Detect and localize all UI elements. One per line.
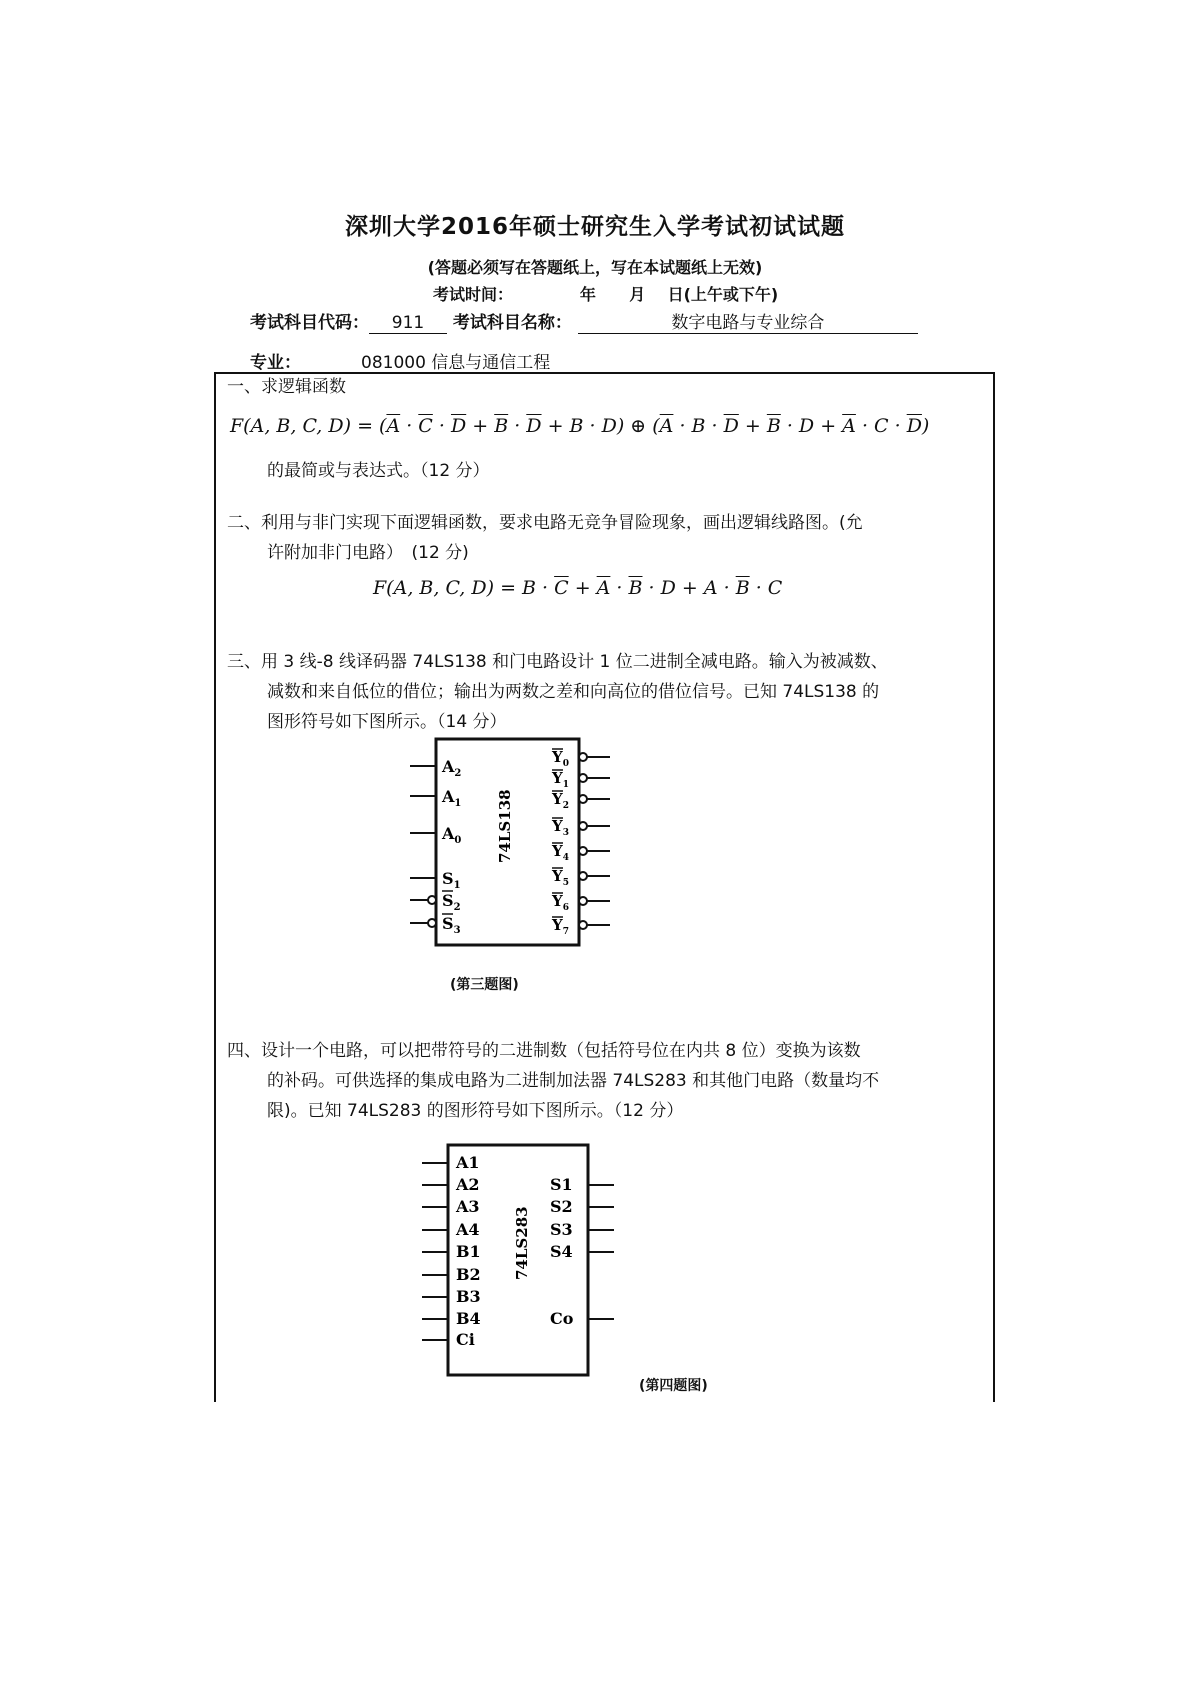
- input-pin-b2: [422, 1265, 481, 1284]
- output-pin-s3: [550, 1220, 614, 1239]
- q4-caption: (第四题图): [639, 1378, 708, 1394]
- q1-title: 一、求逻辑函数: [227, 377, 346, 397]
- label-s1: $S_1$: [442, 869, 461, 891]
- major-label: 专业：: [250, 353, 301, 373]
- q1-formula: F(A, B, C, $D) = (\overline{A} \cdot \overline{C} \cdot \overline{D} + \overline{B} \cdot \overline{D} + B \cdot D)$ ⊕ $(\overline{A} \cdot B \cdot \overline{D} + \overline{B} \cdot D + \overline{A} \cdot C \cdot \overline{D})$: [230, 415, 930, 437]
- subject-line: [250, 308, 918, 334]
- pin-s3-bubble: [428, 919, 436, 927]
- input-pin-a4: [422, 1220, 480, 1239]
- q3-line3: 图形符号如下图所示。（14 分）: [267, 712, 507, 732]
- label-s2: $S_2$: [442, 891, 461, 913]
- q3-caption: (第三题图): [450, 977, 519, 993]
- label-a1: $A_1$: [442, 787, 462, 809]
- q1-tail: 的最简或与表达式。（12 分）: [267, 461, 490, 481]
- q4-line3: 限)。已知 74LS283 的图形符号如下图所示。（12 分）: [267, 1101, 684, 1121]
- svg-text:B3: B3: [456, 1287, 481, 1306]
- subject-code-label: 考试科目代码：: [250, 313, 369, 333]
- svg-text:Y0: $Y_0$: [552, 748, 569, 769]
- output-pin-s2: [550, 1197, 614, 1216]
- svg-text:B4: B4: [456, 1309, 481, 1328]
- svg-text:S1: S1: [550, 1175, 573, 1194]
- q4-line2: 的补码。可供选择的集成电路为二进制加法器 74LS283 和其他门电路（数量均不: [267, 1071, 880, 1091]
- q2-formula: F(A, B, C, $D) = B \cdot \overline{C} + \overline{A} \cdot \overline{B} \cdot D + A \cdot \overline{B} \cdot C$: [373, 577, 783, 599]
- svg-text:S2: S2: [550, 1197, 573, 1216]
- subject-name: 数字电路与专业综合: [578, 308, 918, 334]
- page-title: 深圳大学2016年硕士研究生入学考试初试试题: [344, 214, 845, 240]
- chip-74ls138-diagram: [400, 730, 620, 960]
- svg-text:Ci: Ci: [456, 1330, 475, 1349]
- chip-74ls283-diagram: [410, 1140, 630, 1380]
- output-pin-s1: [550, 1175, 614, 1194]
- output-pin-s4: [550, 1242, 614, 1261]
- q4-line1: 四、设计一个电路，可以把带符号的二进制数（包括符号位在内共 8 位）变换为该数: [227, 1041, 861, 1061]
- svg-text:S4: S4: [550, 1242, 573, 1261]
- svg-text:A3: A3: [456, 1197, 480, 1216]
- label-a2: $A_2$: [442, 757, 462, 779]
- svg-text:Y4: $Y_4$: [552, 842, 569, 863]
- input-pin-b4: [422, 1309, 481, 1328]
- input-pin-b3: [422, 1287, 481, 1306]
- svg-text:S3: S3: [550, 1220, 573, 1239]
- input-pin-a2: [422, 1175, 480, 1194]
- svg-text:B1: B1: [456, 1242, 481, 1261]
- svg-text:A2: A2: [456, 1175, 480, 1194]
- exam-time: [433, 282, 778, 305]
- exam-time-label: 考试时间：: [433, 285, 514, 304]
- svg-text:A4: A4: [456, 1220, 480, 1239]
- q2-line2: 许附加非门电路） (12 分): [267, 543, 469, 563]
- major-line: [250, 348, 966, 374]
- chip-name-74ls283: 74LS283: [513, 1206, 531, 1280]
- exam-time-month: 月: [629, 285, 646, 304]
- chip-name-74ls138: 74LS138: [496, 789, 514, 863]
- major: 081000 信息与通信工程: [301, 348, 966, 374]
- q2-formula-lhs: F(A, B, C, D) = B ·: [373, 577, 555, 599]
- output-pin-co: [550, 1309, 614, 1328]
- label-a0: $A_0$: [442, 824, 462, 846]
- svg-text:Y1: $Y_1$: [552, 769, 569, 790]
- exam-time-year: 年: [579, 285, 596, 304]
- svg-text:Y6: $Y_6$: [552, 892, 569, 913]
- svg-text:Y3: $Y_3$: [552, 817, 569, 838]
- q3-line2: 减数和来自低位的借位；输出为两数之差和向高位的借位信号。已知 74LS138 的: [267, 682, 880, 702]
- svg-text:Y7: $Y_7$: [552, 916, 569, 937]
- svg-text:B2: B2: [456, 1265, 481, 1284]
- svg-text:Y5: $Y_5$: [552, 867, 569, 888]
- pin-s2-bubble: [428, 896, 436, 904]
- q2-line1: 二、利用与非门实现下面逻辑函数，要求电路无竞争冒险现象，画出逻辑线路图。(允: [227, 513, 863, 533]
- q3-line1: 三、用 3 线-8 线译码器 74LS138 和门电路设计 1 位二进制全减电路。输入为被减数、: [227, 652, 888, 672]
- exam-time-day: 日(上午或下午): [667, 285, 779, 304]
- input-pin-a1: [422, 1153, 480, 1172]
- svg-text:Co: Co: [550, 1309, 574, 1328]
- svg-text:A1: A1: [456, 1153, 480, 1172]
- q1-formula-lhs: F(A, B, C, D) = (: [230, 415, 387, 437]
- subject-code: 911: [369, 313, 447, 334]
- svg-text:Y2: $Y_2$: [552, 790, 569, 811]
- input-pin-a3: [422, 1197, 480, 1216]
- input-pin-b1: [422, 1242, 481, 1261]
- label-s3: $S_3$: [442, 914, 461, 936]
- answer-notice: (答题必须写在答题纸上，写在本试题纸上无效): [427, 258, 763, 277]
- subject-name-label: 考试科目名称：: [452, 313, 572, 333]
